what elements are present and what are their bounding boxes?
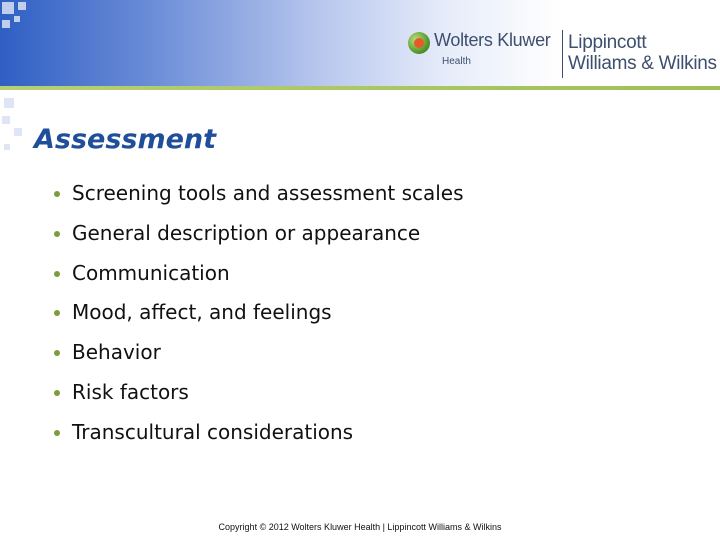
slide-title: Assessment [34, 124, 217, 155]
bullet-text: Communication [72, 260, 230, 285]
bullet-dot-icon [54, 430, 60, 436]
copyright-footer: Copyright © 2012 Wolters Kluwer Health | Lippincott Williams & Wilkins [218, 522, 502, 532]
bullet-item [48, 176, 464, 216]
bullet-text: Mood, affect, and feelings [72, 300, 332, 325]
bullet-dot-icon [54, 310, 60, 316]
bullet-item [48, 335, 464, 375]
bullet-list [48, 176, 464, 455]
globe-icon [408, 32, 430, 54]
bullet-item [48, 295, 464, 335]
bullet-dot-icon [54, 231, 60, 237]
bullet-item [48, 256, 464, 296]
bullet-dot-icon [54, 271, 60, 277]
logo-company-name: Wolters Kluwer [434, 30, 551, 50]
bullet-item [48, 216, 464, 256]
bullet-dot-icon [54, 350, 60, 356]
bullet-text: General description or appearance [72, 220, 421, 245]
bullet-dot-icon [54, 191, 60, 197]
bullet-text: Screening tools and assessment scales [72, 181, 464, 205]
bullet-dot-icon [54, 390, 60, 396]
corner-decoration [0, 0, 40, 190]
bullet-text: Transcultural considerations [72, 419, 354, 444]
logo-divider [562, 30, 563, 78]
bullet-text: Behavior [72, 340, 161, 365]
publisher-logo [408, 30, 720, 78]
bullet-text: Risk factors [72, 379, 189, 404]
bullet-item [48, 415, 464, 455]
logo-imprint-line-2: Williams & Wilkins [568, 53, 717, 74]
bullet-item [48, 375, 464, 415]
header-rule [0, 86, 720, 90]
logo-imprint-line-1: Lippincott [568, 32, 647, 53]
logo-division-name: Health [442, 56, 471, 67]
